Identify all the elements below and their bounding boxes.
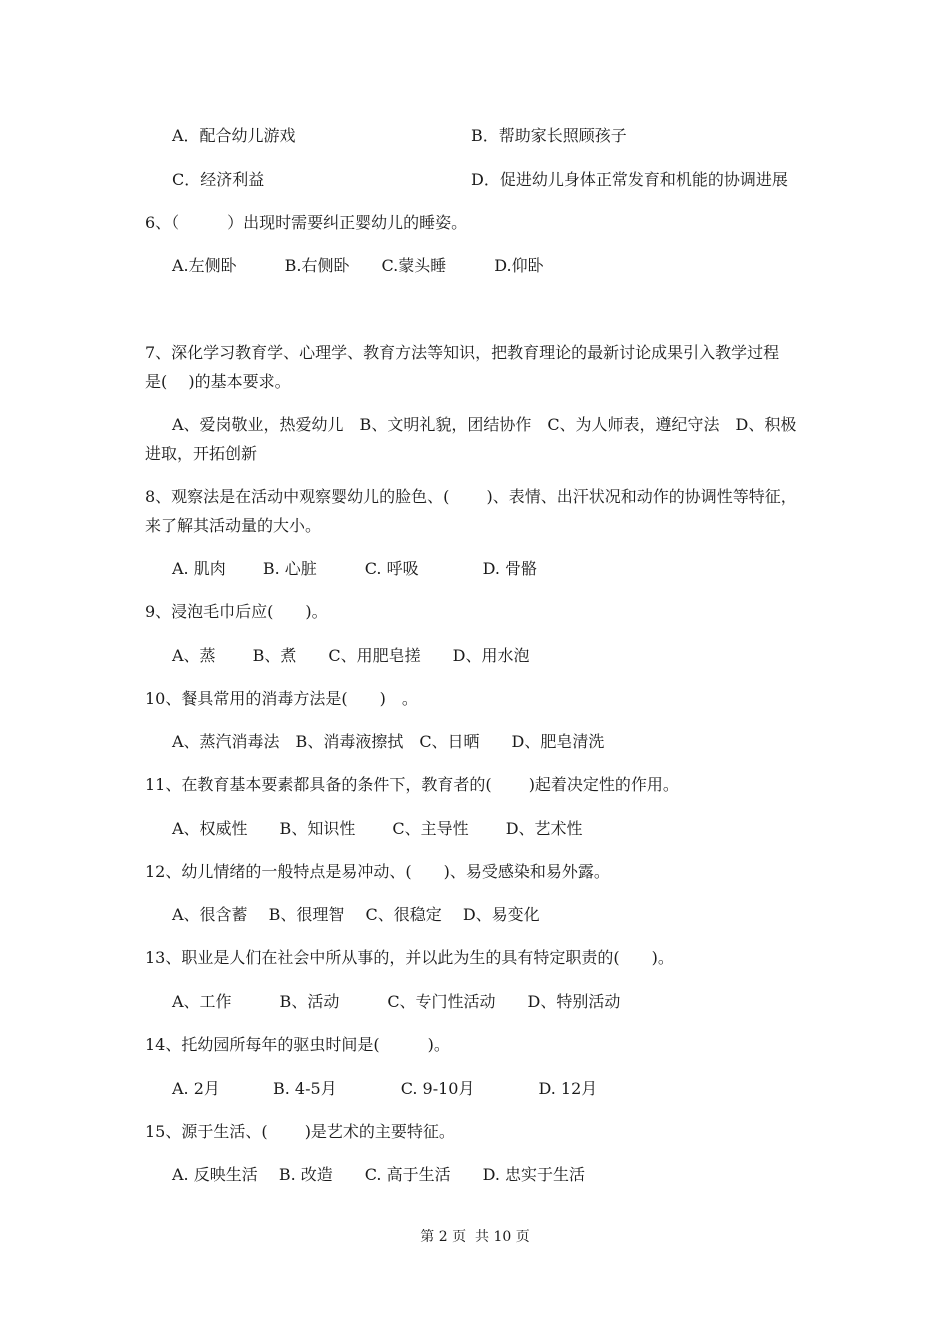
- question-10-options: A、蒸汽消毒法 B、消毒液擦拭 C、日晒 D、肥皂清洗: [172, 732, 605, 751]
- question-11: 11、在教育基本要素都具备的条件下，教育者的( )起着决定性的作用。: [145, 775, 679, 794]
- q5-option-d: D．促进幼儿身体正常发育和机能的协调进展: [471, 170, 788, 189]
- question-7-line-2: 是( )的基本要求。: [145, 372, 291, 391]
- question-9-options: A、蒸 B、煮 C、用肥皂搓 D、用水泡: [172, 646, 530, 665]
- question-11-options: A、权威性 B、知识性 C、主导性 D、艺术性: [172, 819, 583, 838]
- q5-option-c: C．经济利益: [172, 170, 265, 189]
- question-6: 6、（ ）出现时需要纠正婴幼儿的睡姿。: [145, 213, 468, 232]
- question-7-options-line-2: 进取，开拓创新: [145, 444, 258, 463]
- question-15: 15、源于生活、( )是艺术的主要特征。: [145, 1122, 455, 1141]
- question-9: 9、浸泡毛巾后应( )。: [145, 602, 328, 621]
- question-8-line-2: 来了解其活动量的大小。: [145, 516, 322, 535]
- page-number-footer: 第 2 页 共 10 页: [420, 1229, 530, 1245]
- question-7-options-line-1: A、爱岗敬业，热爱幼儿 B、文明礼貌，团结协作 C、为人师表，遵纪守法 D、积极: [172, 415, 797, 434]
- question-14-options: A. 2月 B. 4-5月 C. 9-10月 D. 12月: [172, 1079, 598, 1098]
- question-12: 12、幼儿情绪的一般特点是易冲动、( )、易受感染和易外露。: [145, 862, 610, 881]
- question-13: 13、职业是人们在社会中所从事的，并以此为生的具有特定职责的( )。: [145, 948, 674, 967]
- q5-option-a: A．配合幼儿游戏: [172, 126, 296, 145]
- question-6-options: A.左侧卧 B.右侧卧 C.蒙头睡 D.仰卧: [172, 256, 544, 275]
- question-13-options: A、工作 B、活动 C、专门性活动 D、特别活动: [172, 992, 621, 1011]
- question-8-line-1: 8、观察法是在活动中观察婴幼儿的脸色、( )、表情、出汗状况和动作的协调性等特征，: [145, 487, 797, 506]
- question-7-line-1: 7、深化学习教育学、心理学、教育方法等知识，把教育理论的最新讨论成果引入教学过程: [145, 343, 780, 362]
- question-10: 10、餐具常用的消毒方法是( ) 。: [145, 689, 418, 708]
- question-12-options: A、很含蓄 B、很理智 C、很稳定 D、易变化: [172, 905, 540, 924]
- question-15-options: A. 反映生活 B. 改造 C. 高于生活 D. 忠实于生活: [172, 1165, 586, 1184]
- question-8-options: A. 肌肉 B. 心脏 C. 呼吸 D. 骨骼: [172, 559, 538, 578]
- question-14: 14、托幼园所每年的驱虫时间是( )。: [145, 1035, 450, 1054]
- q5-option-b: B．帮助家长照顾孩子: [471, 126, 627, 145]
